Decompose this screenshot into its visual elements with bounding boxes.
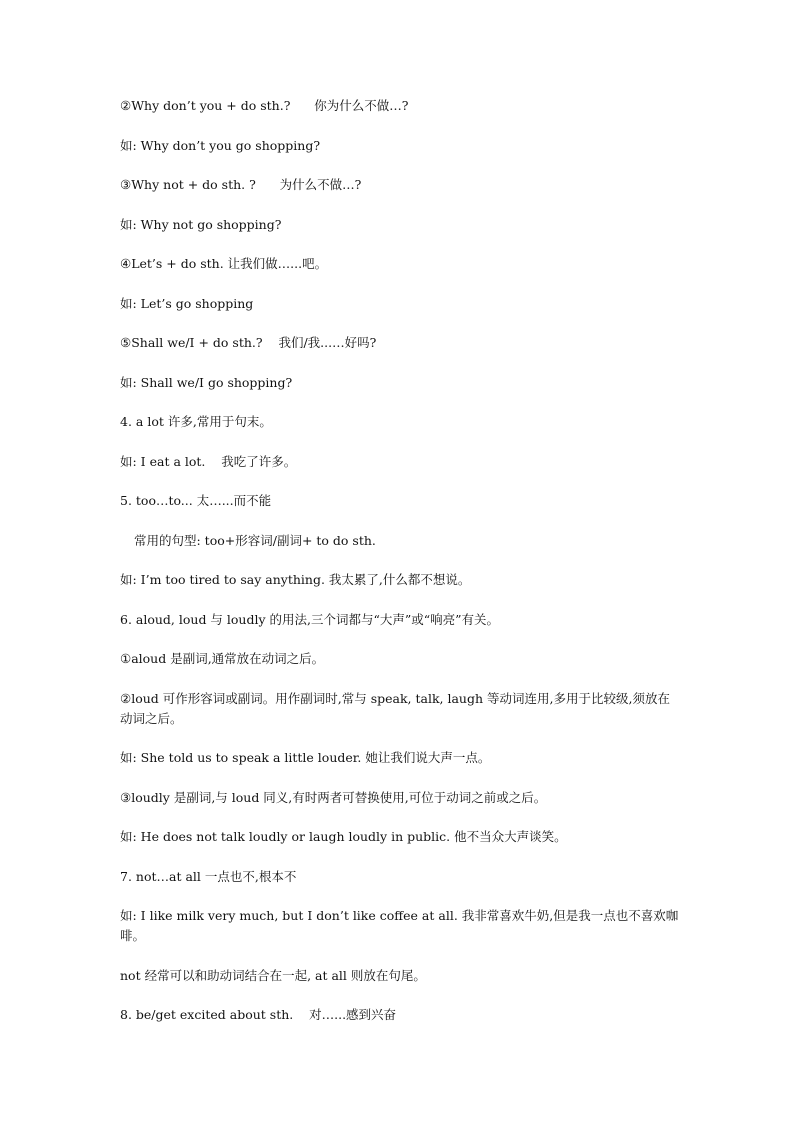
text-line: 4. a lot 许多,常用于句末。	[120, 414, 272, 429]
text-line: 如: Why not go shopping?	[120, 216, 282, 232]
text-line: 5. too…to... 太…...而不能	[120, 493, 272, 508]
text-line: 如: Why don’t you go shopping?	[120, 137, 321, 153]
text-line: 8. be/get excited about sth. 对…...感到兴奋	[120, 1007, 397, 1022]
text-line: ②loud 可作形容词或副词。用作副词时,常与 speak, talk, laugh 等动词连用,多用于比较级,须放在动词之后。	[120, 690, 670, 726]
text-line: ⑤Shall we/I + do sth.? 我们/我...…好吗?	[120, 335, 377, 350]
text-line: 如: I eat a lot. 我吃了许多。	[120, 453, 297, 469]
text-line: 如: Shall we/I go shopping?	[120, 374, 293, 390]
text-line: ③Why not + do sth. ? 为什么不做…?	[120, 177, 362, 192]
document-body	[120, 96, 680, 1045]
text-line: 如: I’m too tired to say anything. 我太累了,什么都不想说。	[120, 572, 471, 587]
text-line: ④Let’s + do sth. 让我们做…...吧。	[120, 256, 328, 271]
text-line: 7. not…at all 一点也不,根本不	[120, 868, 297, 884]
text-line: 常用的句型: too+形容词/副词+ to do sth.	[134, 532, 376, 548]
text-line: 如: I like milk very much, but I don’t like coffee at all. 我非常喜欢牛奶,但是我一点也不喜欢咖啡。	[120, 908, 679, 943]
text-line: ③loudly 是副词,与 loud 同义,有时两者可替换使用,可位于动词之前或之后。	[120, 789, 547, 805]
text-line: 如: She told us to speak a little louder. 她让我们说大声一点。	[120, 750, 491, 765]
text-line: 如: Let’s go shopping	[120, 295, 254, 311]
text-line: ②Why don’t you + do sth.? 你为什么不做…?	[120, 98, 409, 113]
text-line: 如: He does not talk loudly or laugh loudly in public. 他不当众大声谈笑。	[120, 829, 567, 844]
text-line: ①aloud 是副词,通常放在动词之后。	[120, 651, 325, 666]
text-line: 6. aloud, loud 与 loudly 的用法,三个词都与“大声”或“响亮”有关。	[120, 611, 500, 627]
text-line: not 经常可以和助动词结合在一起, at all 则放在句尾。	[120, 967, 426, 983]
